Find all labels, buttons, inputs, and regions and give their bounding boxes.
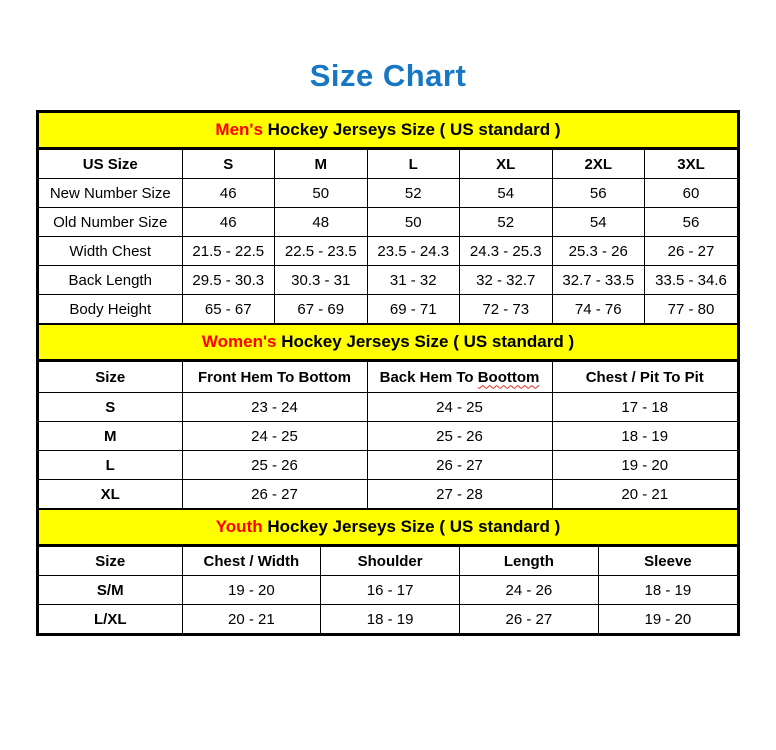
data-cell: 50 [367,208,460,237]
men-banner-text: Hockey Jerseys Size ( US standard ) [262,120,561,139]
row-label-cell: L/XL [39,605,182,634]
women-banner [39,323,737,361]
row-label-cell: Body Height [39,295,182,324]
youth-banner-highlight: Youth [215,517,263,536]
header-cell: Front Hem To Bottom [182,362,367,393]
data-cell: 26 - 27 [645,237,738,266]
data-cell: 19 - 20 [182,576,321,605]
data-cell: 50 [275,179,368,208]
data-cell: 26 - 27 [182,480,367,509]
row-label-cell: M [39,422,182,451]
data-cell: 48 [275,208,368,237]
row-label-cell: S [39,393,182,422]
data-cell: 25 - 26 [367,422,552,451]
data-cell: 30.3 - 31 [275,266,368,295]
misspelled-word: Boottom [477,368,540,386]
data-cell: 23.5 - 24.3 [367,237,460,266]
header-cell: S [182,150,275,179]
header-cell: Sleeve [598,547,737,576]
header-cell: Back Hem To Boottom [367,362,552,393]
data-cell: 29.5 - 30.3 [182,266,275,295]
data-cell: 25 - 26 [182,451,367,480]
youth-size-table [39,546,737,633]
data-cell: 20 - 21 [552,480,737,509]
data-cell: 24 - 25 [182,422,367,451]
data-cell: 69 - 71 [367,295,460,324]
header-cell: XL [460,150,553,179]
data-cell: 67 - 69 [275,295,368,324]
header-cell: Length [460,547,599,576]
women-size-table [39,361,737,508]
data-cell: 19 - 20 [598,605,737,634]
data-cell: 17 - 18 [552,393,737,422]
data-cell: 56 [645,208,738,237]
data-cell: 31 - 32 [367,266,460,295]
data-cell: 24.3 - 25.3 [460,237,553,266]
data-cell: 46 [182,208,275,237]
header-cell: US Size [39,150,182,179]
men-banner-highlight: Men's [215,120,263,139]
women-banner-highlight: Women's [201,332,277,351]
row-label-cell: XL [39,480,182,509]
men-size-table [39,149,737,323]
row-label-cell: Old Number Size [39,208,182,237]
header-cell: Chest / Width [182,547,321,576]
data-cell: 33.5 - 34.6 [645,266,738,295]
data-cell: 60 [645,179,738,208]
data-cell: 52 [460,208,553,237]
youth-banner-text: Hockey Jerseys Size ( US standard ) [262,517,561,536]
data-cell: 72 - 73 [460,295,553,324]
data-cell: 25.3 - 26 [552,237,645,266]
data-cell: 16 - 17 [321,576,460,605]
data-cell: 32 - 32.7 [460,266,553,295]
data-cell: 18 - 19 [598,576,737,605]
data-cell: 18 - 19 [552,422,737,451]
data-cell: 77 - 80 [645,295,738,324]
data-cell: 54 [552,208,645,237]
data-cell: 26 - 27 [460,605,599,634]
data-cell: 24 - 25 [367,393,552,422]
header-cell: 3XL [645,150,738,179]
row-label-cell: S/M [39,576,182,605]
row-label-cell: L [39,451,182,480]
data-cell: 56 [552,179,645,208]
header-cell: Shoulder [321,547,460,576]
header-cell: Size [39,362,182,393]
data-cell: 32.7 - 33.5 [552,266,645,295]
data-cell: 26 - 27 [367,451,552,480]
row-label-cell: New Number Size [39,179,182,208]
data-cell: 46 [182,179,275,208]
data-cell: 52 [367,179,460,208]
data-cell: 23 - 24 [182,393,367,422]
header-cell: Chest / Pit To Pit [552,362,737,393]
header-cell: 2XL [552,150,645,179]
women-banner-text: Hockey Jerseys Size ( US standard ) [276,332,575,351]
men-banner [39,113,737,149]
header-cell: Size [39,547,182,576]
header-cell: M [275,150,368,179]
data-cell: 18 - 19 [321,605,460,634]
data-cell: 24 - 26 [460,576,599,605]
data-cell: 21.5 - 22.5 [182,237,275,266]
data-cell: 54 [460,179,553,208]
size-chart-container [36,110,740,636]
data-cell: 74 - 76 [552,295,645,324]
page-title: Size Chart [309,58,467,93]
data-cell: 22.5 - 23.5 [275,237,368,266]
data-cell: 19 - 20 [552,451,737,480]
youth-banner [39,508,737,546]
row-label-cell: Width Chest [39,237,182,266]
data-cell: 27 - 28 [367,480,552,509]
data-cell: 20 - 21 [182,605,321,634]
data-cell: 65 - 67 [182,295,275,324]
header-cell: L [367,150,460,179]
row-label-cell: Back Length [39,266,182,295]
